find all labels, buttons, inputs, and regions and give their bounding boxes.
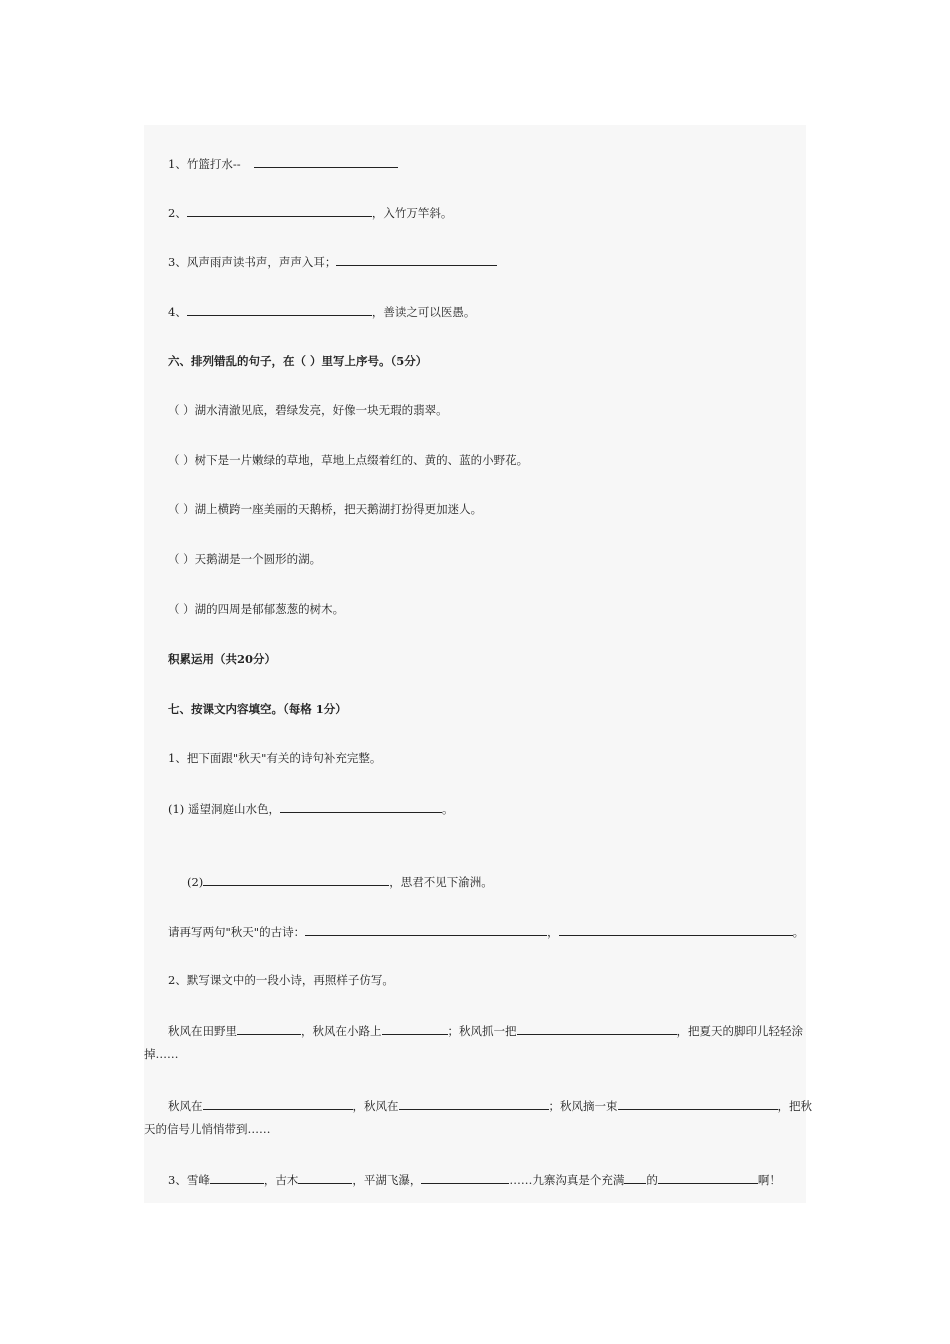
q7-imitate-wrap: 天的信号儿悄悄带到…… bbox=[144, 1122, 271, 1136]
answer-blank[interactable] bbox=[203, 1097, 353, 1110]
answer-blank[interactable] bbox=[305, 923, 547, 936]
answer-blank[interactable] bbox=[382, 1022, 448, 1035]
answer-blank[interactable] bbox=[203, 873, 389, 886]
q6-sentence: （ ）湖上横跨一座美丽的天鹅桥，把天鹅湖打扮得更加迷人。 bbox=[168, 502, 483, 516]
answer-blank[interactable] bbox=[280, 800, 442, 813]
answer-blank[interactable] bbox=[254, 155, 398, 168]
q6-sentence: （ ）湖水清澈见底，碧绿发亮，好像一块无瑕的翡翠。 bbox=[168, 403, 448, 417]
answer-blank[interactable] bbox=[187, 303, 372, 316]
answer-blank[interactable] bbox=[336, 253, 497, 266]
q7-poem-1: (1) 遥望洞庭山水色， 。 bbox=[168, 802, 454, 816]
q5-item-4: 4、 ，善读之可以医愚。 bbox=[168, 305, 476, 319]
q7-item-2: 2、默写课文中的一段小诗，再照样子仿写。 bbox=[168, 973, 394, 987]
q7-model-poem: 秋风在田野里 ，秋风在小路上 ；秋风抓一把 ，把夏天的脚印儿轻轻涂 bbox=[168, 1024, 803, 1038]
section-title: 积累运用（共20分） bbox=[168, 652, 277, 666]
q7-poem-2: (2) ，思君不见下渝洲。 bbox=[187, 875, 493, 889]
q6-sentence: （ ）天鹅湖是一个圆形的湖。 bbox=[168, 552, 322, 566]
answer-blank[interactable] bbox=[421, 1171, 509, 1184]
answer-blank[interactable] bbox=[624, 1171, 646, 1184]
q6-heading: 六、排列错乱的句子，在（ ）里写上序号。（5分） bbox=[168, 354, 428, 368]
q7-model-wrap: 掉…… bbox=[144, 1047, 179, 1061]
q7-item-1: 1、把下面跟"秋天"有关的诗句补充完整。 bbox=[168, 751, 382, 765]
answer-blank[interactable] bbox=[618, 1097, 778, 1110]
q6-sentence: （ ）湖的四周是郁郁葱葱的树木。 bbox=[168, 602, 345, 616]
q5-item-3: 3、风声雨声读书声，声声入耳； bbox=[168, 253, 497, 270]
answer-blank[interactable] bbox=[559, 923, 793, 936]
q5-item-1: 1、竹篮打水-- bbox=[168, 155, 398, 172]
q5-item-2: 2、 ，入竹万竿斜。 bbox=[168, 206, 453, 220]
q7-item-3: 3、雪峰 ，古木 ，平湖飞瀑， ……九寨沟真是个充满 的 啊！ bbox=[168, 1173, 781, 1187]
answer-blank[interactable] bbox=[187, 204, 372, 217]
answer-blank[interactable] bbox=[237, 1022, 301, 1035]
answer-blank[interactable] bbox=[210, 1171, 264, 1184]
q6-sentence: （ ）树下是一片嫩绿的草地，草地上点缀着红的、黄的、蓝的小野花。 bbox=[168, 453, 529, 467]
answer-blank[interactable] bbox=[517, 1022, 677, 1035]
q7-extra-poems: 请再写两句"秋天"的古诗： ， 。 bbox=[168, 925, 805, 939]
q7-heading: 七、按课文内容填空。（每格 1分） bbox=[168, 702, 347, 716]
answer-blank[interactable] bbox=[399, 1097, 549, 1110]
q7-imitate-poem: 秋风在 ，秋风在 ；秋风摘一束 ，把秋 bbox=[168, 1099, 812, 1113]
answer-blank[interactable] bbox=[658, 1171, 758, 1184]
answer-blank[interactable] bbox=[298, 1171, 352, 1184]
